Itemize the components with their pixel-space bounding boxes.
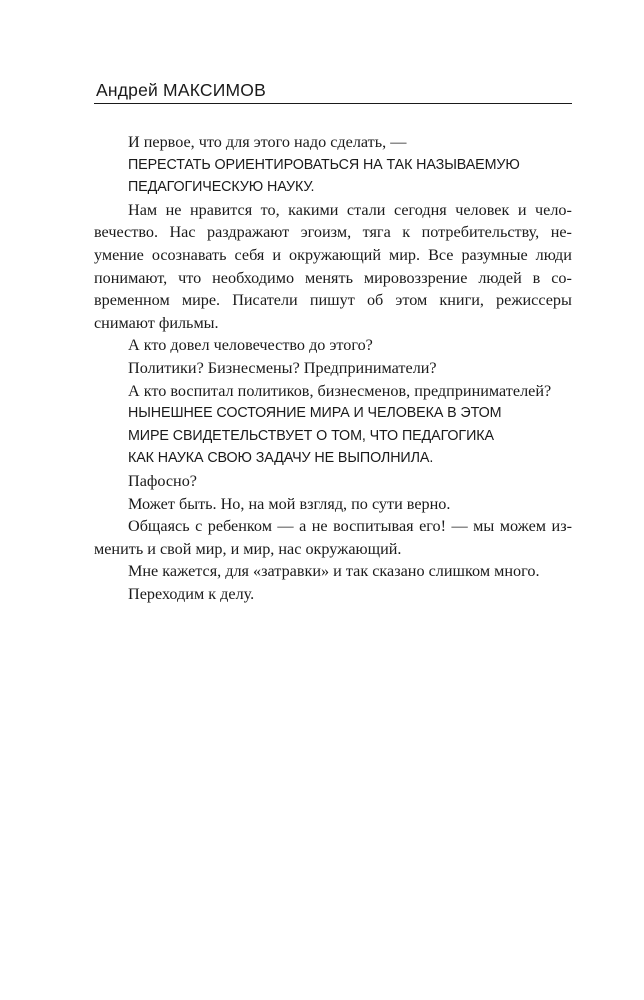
word: менять bbox=[304, 268, 353, 287]
word: ребенком bbox=[207, 517, 272, 536]
word: режиссеры bbox=[496, 291, 572, 310]
word: вечество. bbox=[94, 223, 158, 242]
text-line: Может быть. Но, на мой взгляд, по сути верно. bbox=[128, 494, 451, 513]
word: этом bbox=[395, 291, 428, 310]
text-line: КАК НАУКА СВОЮ ЗАДАЧУ НЕ ВЫПОЛНИЛА. bbox=[128, 450, 434, 467]
text-line bbox=[94, 199, 572, 222]
word: мире. bbox=[181, 291, 221, 310]
word: людей bbox=[478, 268, 522, 287]
word: Писатели bbox=[232, 291, 298, 310]
text-line bbox=[94, 267, 572, 290]
word: Нас bbox=[169, 223, 196, 242]
text-line bbox=[94, 515, 572, 538]
text-line: НЫНЕШНЕЕ СОСТОЯНИЕ МИРА И ЧЕЛОВЕКА В ЭТОМ bbox=[128, 405, 502, 422]
word: — bbox=[277, 517, 294, 536]
word: необходимо bbox=[212, 268, 295, 287]
word: об bbox=[366, 291, 384, 310]
page-body bbox=[94, 131, 572, 605]
text-line: ПЕДАГОГИЧЕСКУЮ НАУКУ. bbox=[128, 179, 315, 196]
word: книги, bbox=[439, 291, 484, 310]
word: временном bbox=[94, 291, 170, 310]
word: умение bbox=[94, 245, 144, 264]
text-line: Переходим к делу. bbox=[128, 584, 255, 603]
word: человек bbox=[455, 200, 510, 219]
word: сегодня bbox=[393, 200, 447, 219]
header-author: Андрей МАКСИМОВ bbox=[96, 80, 266, 100]
word: эгоизм, bbox=[300, 223, 352, 242]
word: с bbox=[195, 517, 203, 536]
word: Нам bbox=[128, 200, 158, 219]
word: мы bbox=[473, 517, 495, 536]
text-line: А кто довел человечество до этого? bbox=[128, 336, 373, 355]
word: а bbox=[299, 517, 307, 536]
word: разумные bbox=[461, 245, 528, 264]
text-line: ПЕРЕСТАТЬ ОРИЕНТИРОВАТЬСЯ НА ТАК НАЗЫВАЕМУЮ bbox=[128, 156, 520, 173]
word: — bbox=[451, 517, 468, 536]
word: люди bbox=[535, 245, 572, 264]
word: тяга bbox=[362, 223, 391, 242]
word: Общаясь bbox=[128, 517, 190, 536]
text-line: снимают фильмы. bbox=[94, 313, 219, 332]
word: не bbox=[311, 517, 328, 536]
word: стали bbox=[346, 200, 386, 219]
text-line: Мне кажется, для «затравки» и так сказано слишком много. bbox=[128, 562, 540, 581]
text-line: А кто воспитал политиков, бизнесменов, предпринимателей? bbox=[128, 381, 552, 400]
word: потребительству, bbox=[421, 223, 540, 242]
text-line: И первое, что для этого надо сделать, — bbox=[128, 133, 407, 151]
text-line bbox=[94, 244, 572, 267]
text-line bbox=[94, 289, 572, 312]
word: себя bbox=[234, 245, 265, 264]
word: его! bbox=[419, 517, 446, 536]
text-line: Политики? Бизнесмены? Предприниматели? bbox=[128, 358, 437, 377]
word: мировоззрение bbox=[363, 268, 468, 287]
word: воспитывая bbox=[333, 517, 414, 536]
word: не bbox=[165, 200, 182, 219]
word: не- bbox=[550, 223, 572, 242]
word: со- bbox=[551, 268, 572, 287]
word: из- bbox=[551, 517, 572, 536]
word: понимают, bbox=[94, 268, 168, 287]
word: осознавать bbox=[151, 245, 227, 264]
word: пишут bbox=[309, 291, 355, 310]
word: чело- bbox=[535, 200, 572, 219]
text-line bbox=[94, 221, 572, 244]
word: нравится bbox=[189, 200, 253, 219]
word: Все bbox=[428, 245, 454, 264]
text-line: менить и свой мир, и мир, нас окружающий. bbox=[94, 539, 402, 558]
word: можем bbox=[499, 517, 547, 536]
word: к bbox=[402, 223, 411, 242]
word: окружающий bbox=[289, 245, 382, 264]
running-header bbox=[94, 79, 572, 104]
word: и bbox=[272, 245, 282, 264]
word: в bbox=[532, 268, 541, 287]
word: какими bbox=[288, 200, 339, 219]
text-line: Пафосно? bbox=[128, 471, 197, 490]
word: и bbox=[517, 200, 527, 219]
word: мир. bbox=[389, 245, 421, 264]
word: то, bbox=[260, 200, 280, 219]
word: раздражают bbox=[207, 223, 290, 242]
word: что bbox=[178, 268, 202, 287]
text-line: МИРЕ СВИДЕТЕЛЬСТВУЕТ О ТОМ, ЧТО ПЕДАГОГИКА bbox=[128, 427, 494, 444]
